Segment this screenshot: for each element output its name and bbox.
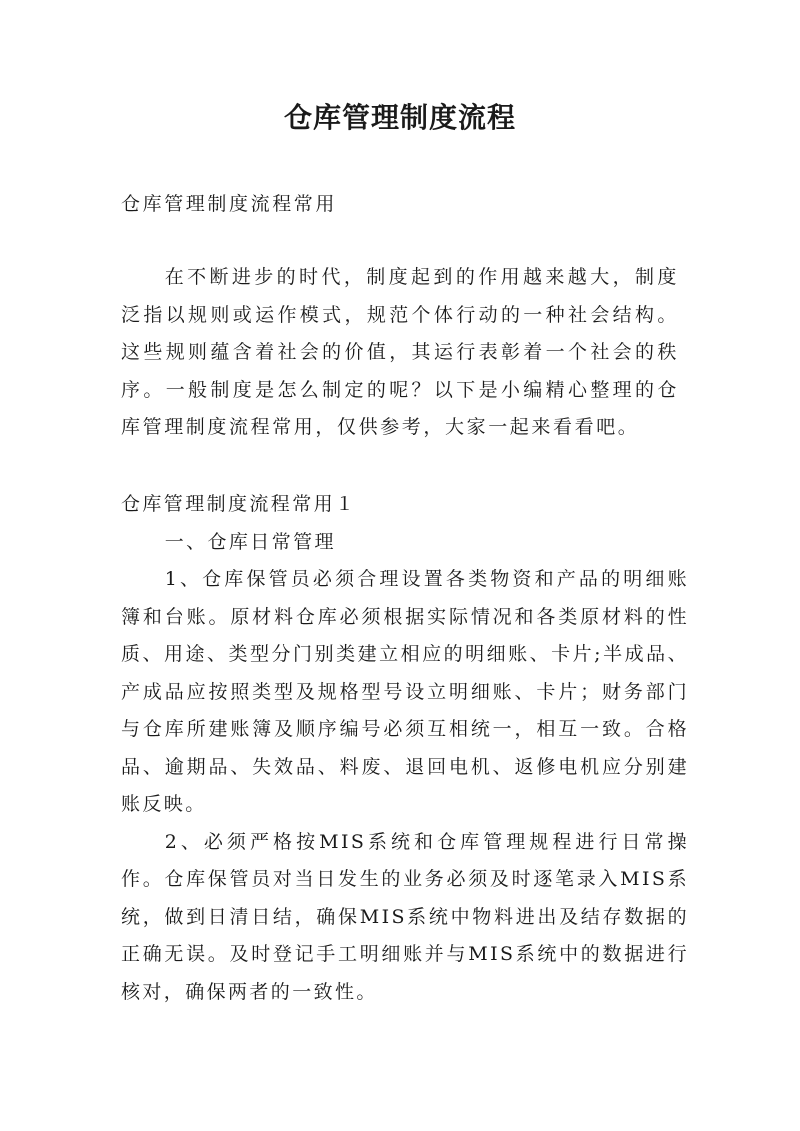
document-subtitle: 仓库管理制度流程常用 <box>121 193 338 215</box>
paragraph-item-2: 2、必须严格按MIS系统和仓库管理规程进行日常操作。仓库保管员对当日发生的业务必须及时逐笔录入MIS系统，做到日清日结，确保MIS系统中物料进出及结存数据的正确无误。及时登记手工明细账并与MIS系统中的数据进行核对，确保两者的一致性。 <box>121 830 689 1003</box>
section-1 <box>121 486 689 1011</box>
section-heading: 仓库管理制度流程常用１ <box>121 493 357 515</box>
intro-paragraph: 在不断进步的时代，制度起到的作用越来越大，制度泛指以规则或运作模式，规范个体行动的一种社会结构。这些规则蕴含着社会的价值，其运行表彰着一个社会的秩序。一般制度是怎么制定的呢？以下是小编精心整理的仓库管理制度流程常用，仅供参考，大家一起来看看吧。 <box>121 266 679 438</box>
document-title: 仓库管理制度流程 <box>283 101 516 134</box>
section-subheading: 一、仓库日常管理 <box>164 530 336 553</box>
paragraph-item-1: 1、仓库保管员必须合理设置各类物资和产品的明细账簿和台账。原材料仓库必须根据实际情况和各类原材料的性质、用途、类型分门别类建立相应的明细账、卡片;半成品、产成品应按照类型及规格型号设立明细账、卡片；财务部门与仓库所建账簿及顺序编号必须互相统一，相互一致。合格品、逾期品、失效品、料废、退回电机、返修电机应分别建账反映。 <box>121 568 689 815</box>
